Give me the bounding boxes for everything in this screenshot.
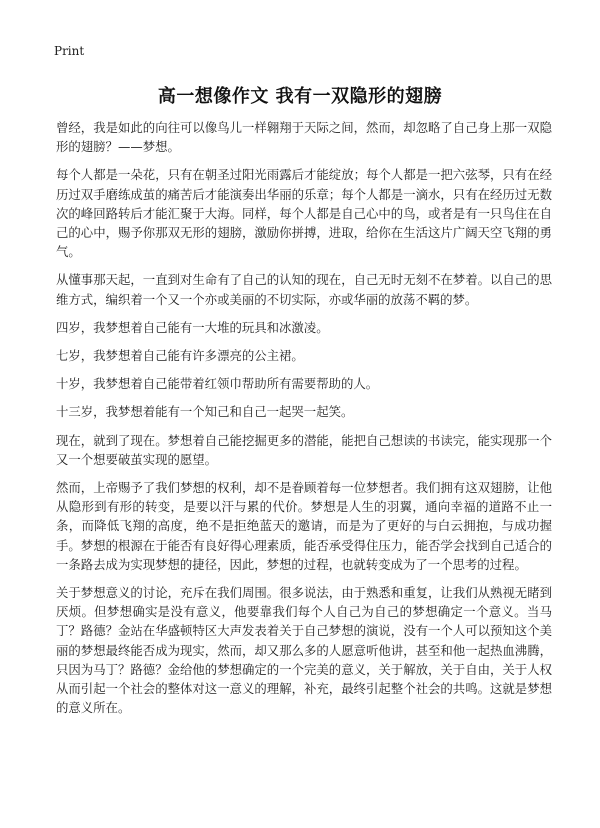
paragraph: 曾经，我是如此的向往可以像鸟儿一样翱翔于天际之间，然而，却忽略了自己身上那一双隐形的翅膀？——梦想。: [56, 120, 552, 155]
document-body: [56, 118, 552, 726]
paragraph: 十三岁，我梦想着能有一个知己和自己一起哭一起笑。: [56, 404, 354, 420]
paragraph: 现在，就到了现在。梦想着自己能挖掘更多的潜能，能把自己想读的书读完，能实现那一个又一个想要破茧实现的愿望。: [56, 432, 552, 467]
paragraph: 从懂事那天起，一直到对生命有了自己的认知的现在，自己无时无刻不在梦着。以自己的思维方式，编织着一个又一个亦或美丽的不切实际，亦或华丽的放荡不羁的梦。: [56, 272, 552, 307]
paragraph: 然而，上帝赐予了我们梦想的权利，却不是眷顾着每一位梦想者。我们拥有这双翅膀，让他从隐形到有形的转变，是要以汗与累的代价。梦想是人生的羽翼，通向幸福的道路不止一条，而降低飞翔的高度，绝不是拒绝蓝天的邀请，而是为了更好的与白云拥抱，与成功握手。梦想的根源在于能否有良好得心理素质，能否承受得住压力，能否学会找到自己适合的一条路去成为实现梦想的捷径，因此，梦想的过程，也就转变成为了一个思考的过程。: [56, 480, 552, 572]
paragraph: 每个人都是一朵花，只有在朝圣过阳光雨露后才能绽放；每个人都是一把六弦琴，只有在经历过双手磨练成茧的痛苦后才能演奏出华丽的乐章；每个人都是一滴水，只有在经历过无数次的峰回路转后才能汇聚于大海。同样，每个人都是自己心中的鸟，或者是有一只鸟住在自己的心中，赐予你那双无形的翅膀，激励你拼搏，进取，给你在生活这片广阔天空飞翔的勇气。: [56, 167, 552, 260]
print-label: Print: [54, 44, 85, 58]
paragraph: 七岁，我梦想着自己能有许多漂亮的公主裙。: [56, 348, 304, 364]
paragraph: 十岁，我梦想着自己能带着红领巾帮助所有需要帮助的人。: [56, 376, 379, 392]
paragraph: 四岁，我梦想着自己能有一大堆的玩具和冰激凌。: [56, 319, 329, 335]
paragraph: 关于梦想意义的讨论，充斥在我们周围。很多说法，由于熟悉和重复，让我们从熟视无睹到厌烦。但梦想确实是没有意义，他要靠我们每个人自己为自己的梦想确定一个意义。当马丁？路德？金站在华盛顿特区大声发表着关于自己梦想的演说，没有一个人可以预知这个美丽的梦想最终能否成为现实，然而，却又那么多的人愿意听他讲，甚至和他一起热血沸腾，只因为马丁？路德？金给他的梦想确定的一个完美的意义，关于解放，关于自由，关于人权从而引起一个社会的整体对这一意义的理解，补充，最终引起整个社会的共鸣。这就是梦想的意义所在。: [56, 585, 552, 716]
document-title: 高一想像作文 我有一双隐形的翅膀: [157, 86, 443, 107]
